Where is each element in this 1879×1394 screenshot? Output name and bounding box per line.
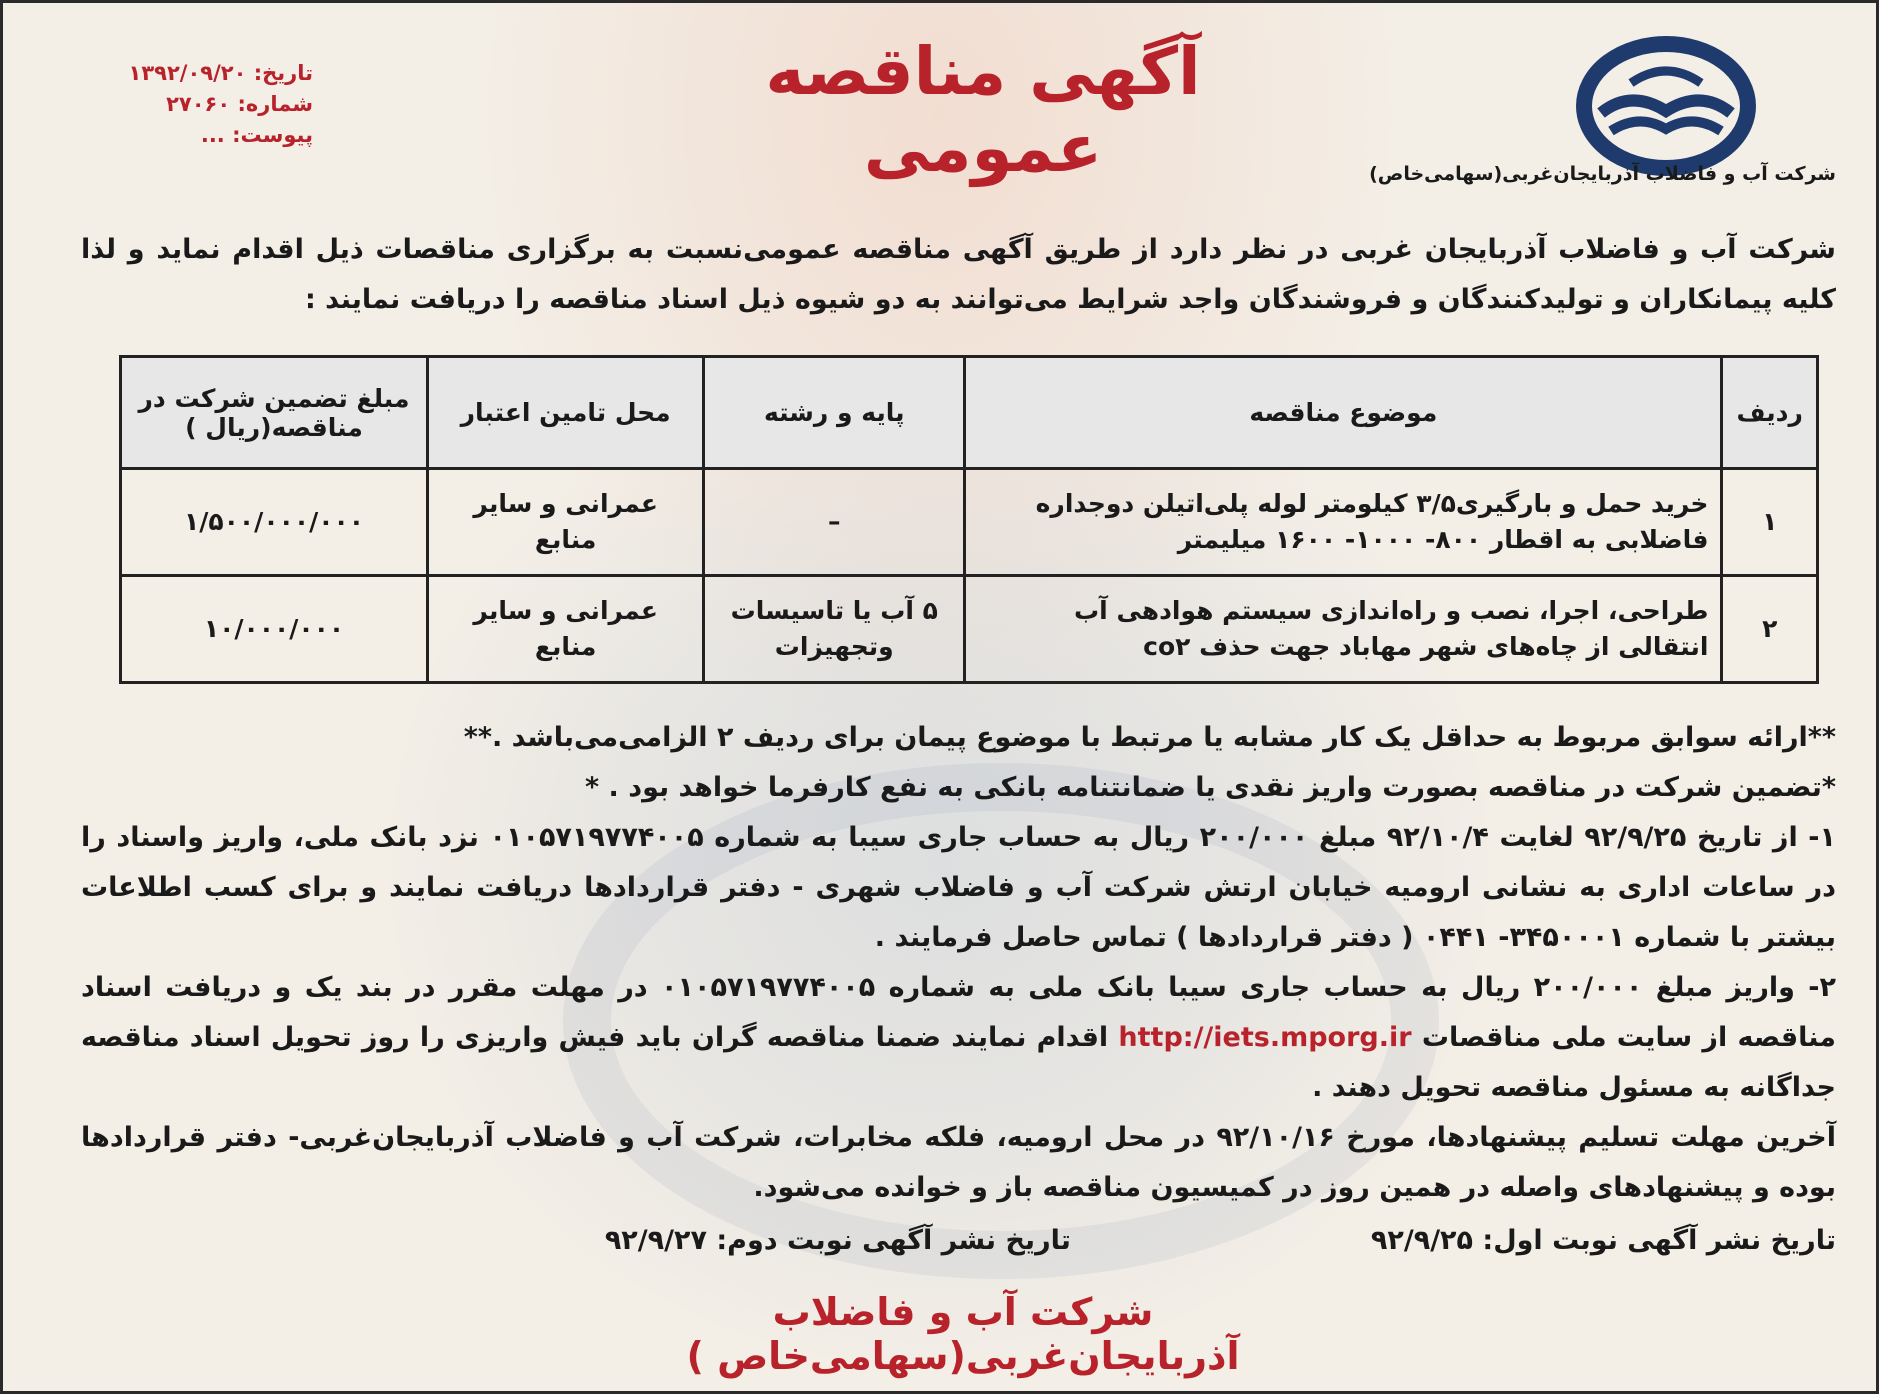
footer-company: شرکت آب و فاضلاب آذربایجان‌غربی(سهامی‌خاص ): [686, 1290, 1240, 1378]
letter-meta: [128, 58, 313, 151]
header-row-number: ردیف: [1722, 357, 1818, 469]
deadline-paragraph: آخرین مهلت تسلیم پیشنهادها، مورخ ۹۲/۱۰/۱۶ در محل ارومیه، فلکه مخابرات، شرکت آب و فاضلاب آذربایجان‌غربی- دفتر قراردادها بوده و پیشنهادهای واصله در همین روز در کمیسیون مناقصه باز و خوانده می‌شود.: [81, 1122, 1836, 1203]
method-two: [81, 963, 1836, 1113]
meta-attachment-value: ...: [200, 123, 225, 147]
tenders-table: [119, 355, 1819, 684]
meta-number: [166, 89, 313, 120]
intro-paragraph: شرکت آب و فاضلاب آذربایجان غربی در نظر دارد از طریق آگهی مناقصه عمومی‌نسبت به برگزاری مناقصات ذیل اقدام نماید و لذا کلیه پیمانکاران و تولیدکنندگان و فروشندگان واجد شرایط می‌توانند به دو شیوه ذیل اسناد مناقصه را دریافت نمایند :: [81, 234, 1836, 315]
header-grade: پایه و رشته: [704, 357, 965, 469]
table-row: [121, 576, 1818, 683]
header-subject: موضوع مناقصه: [965, 357, 1722, 469]
note-guarantee: *تضمین شرکت در مناقصه بصورت واریز نقدی یا ضمانتنامه بانکی به نفع کارفرما خواهد بود . *: [585, 772, 1836, 803]
meta-attachment-label: پیوست:: [232, 123, 313, 147]
meta-number-value: ۲۷۰۶۰: [166, 92, 231, 116]
cell-row-number: ۲: [1722, 576, 1818, 683]
cell-funding: عمرانی و سایر منابع: [428, 576, 704, 683]
meta-number-label: شماره:: [237, 92, 313, 116]
note-experience: **ارائه سوابق مربوط به حداقل یک کار مشابه یا مرتبط با موضوع پیمان برای ردیف ۲ الزامی‌می‌باشد .**: [463, 722, 1836, 753]
cell-grade: –: [704, 469, 965, 576]
cell-funding: عمرانی و سایر منابع: [428, 469, 704, 576]
publication-first: تاریخ نشر آگهی نوبت اول: ۹۲/۹/۲۵: [1370, 1225, 1836, 1256]
cell-guarantee: ۱۰/۰۰۰/۰۰۰: [121, 576, 428, 683]
meta-attachment: [183, 120, 313, 151]
meta-date-label: تاریخ:: [253, 61, 313, 85]
meta-date-value: ۱۳۹۲/۰۹/۲۰: [128, 61, 247, 85]
method-one: ۱- از تاریخ ۹۲/۹/۲۵ لغایت ۹۲/۱۰/۴ مبلغ ۲۰۰/۰۰۰ ریال به حساب جاری سیبا به شماره ۰۱۰۵۷۱۹۷۷۴۰۰۵ نزد بانک ملی، واریز واسناد را در ساعات اداری به نشانی ارومیه خیابان ارتش شرکت آب و فاضلاب شهری - دفتر قراردادها دریافت نمایند و برای کسب اطلاعات بیشتر با شماره ۳۴۵۰۰۰۱- ۰۴۴۱ ( دفتر قراردادها ) تماس حاصل فرمایند .: [81, 822, 1836, 953]
cell-guarantee: ۱/۵۰۰/۰۰۰/۰۰۰: [121, 469, 428, 576]
cell-subject: خرید حمل و بارگیری۳/۵ کیلومتر لوله پلی‌اتیلن دوجداره فاضلابی به اقطار ۸۰۰- ۱۰۰۰- ۱۶۰۰ میلیمتر: [965, 469, 1722, 576]
notes-section: [81, 713, 1836, 1213]
tender-site-link[interactable]: http://iets.mporg.ir: [1118, 1022, 1412, 1053]
company-logo-icon: [1571, 31, 1761, 181]
cell-row-number: ۱: [1722, 469, 1818, 576]
publication-dates: [81, 1225, 1836, 1256]
page-title: آگهی مناقصه عمومی: [765, 33, 1201, 187]
table-header-row: [121, 357, 1818, 469]
cell-grade: ۵ آب یا تاسیسات وتجهیزات: [704, 576, 965, 683]
method-two-text: ۲- واریز مبلغ ۲۰۰/۰۰۰ ریال به حساب جاری سیبا بانک ملی به شماره ۰۱۰۵۷۱۹۷۷۴۰۰۵ در مهلت مقرر در بند یک و دریافت اسناد مناقصه از سایت ملی مناقصات: [81, 972, 1837, 1053]
header-guarantee: مبلغ تضمین شرکت در مناقصه(ریال ): [121, 357, 428, 469]
publication-second: تاریخ نشر آگهی نوبت دوم: ۹۲/۹/۲۷: [604, 1225, 1071, 1256]
table-row: [121, 469, 1818, 576]
method-two-text-end: اقدام نمایند ضمنا مناقصه گران باید فیش واریزی را روز تحویل اسناد مناقصه جداگانه به مسئول مناقصه تحویل دهند .: [81, 1022, 1836, 1103]
header-funding: محل تامین اعتبار: [428, 357, 704, 469]
meta-date: [128, 58, 313, 89]
cell-subject: طراحی، اجرا، نصب و راه‌اندازی سیستم هوادهی آب انتقالی از چاه‌های شهر مهاباد جهت حذف co۲: [965, 576, 1722, 683]
company-header: شرکت آب و فاضلاب آذربایجان‌غربی(سهامی‌خاص): [1369, 163, 1836, 185]
